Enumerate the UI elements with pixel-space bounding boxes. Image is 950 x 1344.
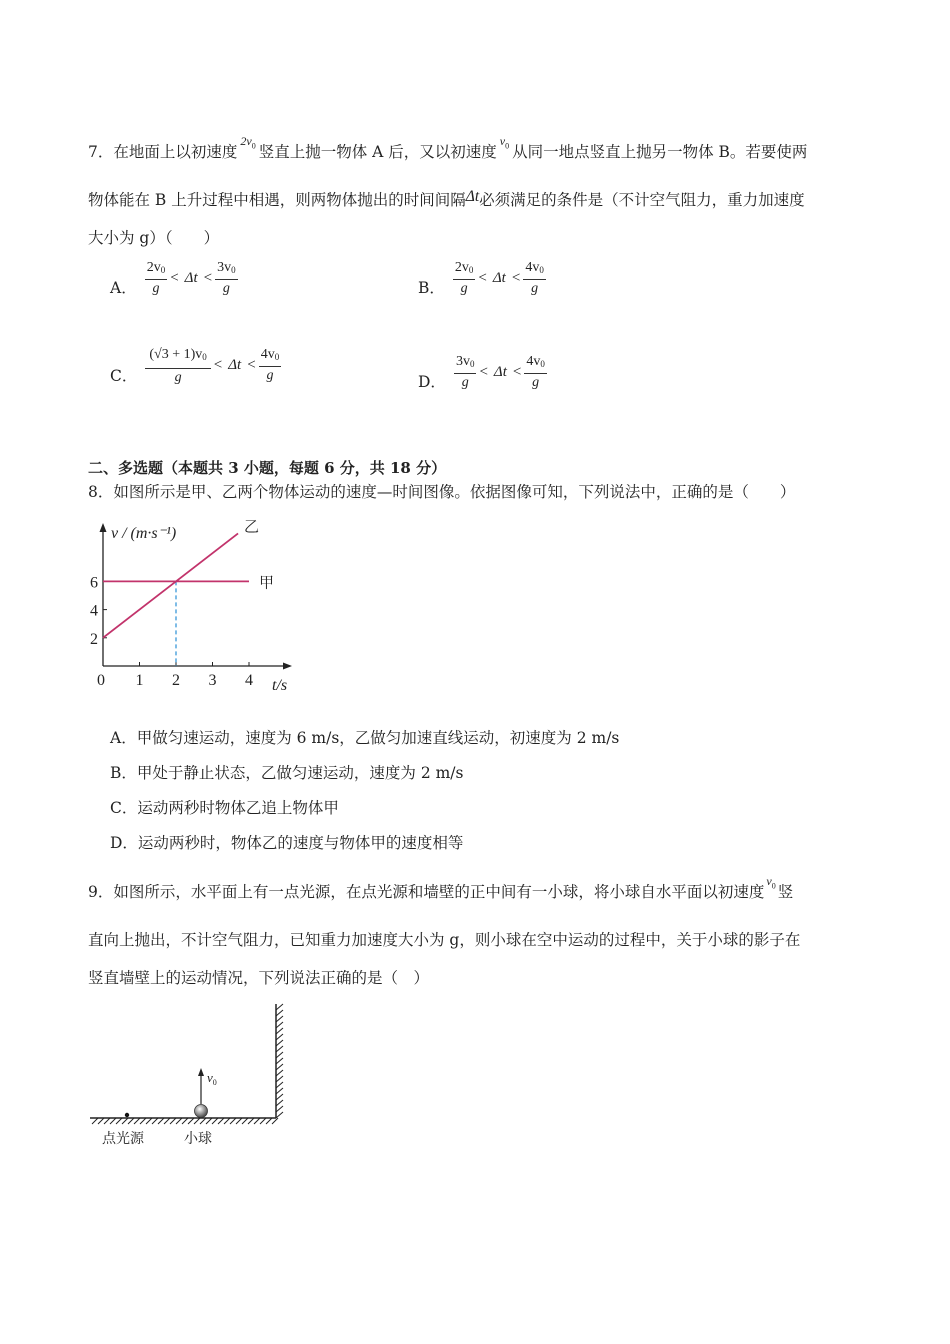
y-axis-arrow — [100, 523, 107, 532]
q7-line2 — [88, 190, 805, 211]
q7-option-a: A． $\frac{2v_0}{g}$ < Δt < $\frac{3v_0}{g}$ — [110, 259, 236, 297]
q9-figure — [88, 1000, 298, 1150]
light-source-dot — [125, 1113, 129, 1117]
x-tick-label: 3 — [208, 672, 217, 689]
q7-text-part2: 竖直上抛一物体 A 后，又以初速度 — [258, 143, 497, 161]
q8-option-b: B．甲处于静止状态，乙做匀速运动，速度为 2 m/s — [110, 764, 464, 782]
x-tick-label: 1 — [135, 672, 144, 689]
x-axis-label: t/s — [272, 677, 288, 694]
q8-option-a: A．甲做匀速运动，速度为 6 m/s，乙做匀加速直线运动，初速度为 2 m/s — [110, 729, 620, 747]
y-tick-label: 2 — [90, 630, 98, 648]
q7-option-b: B． $\frac{2v_0}{g}$ < Δt < $\frac{4v_0}{g}$ — [418, 259, 544, 297]
series-label: 甲 — [259, 573, 275, 592]
q8-stem: 8．如图所示是甲、乙两个物体运动的速度—时间图像。依据图像可知，下列说法中，正确的是（ ） — [88, 483, 796, 501]
q7-v0-symbol: v0 — [499, 134, 510, 151]
q8-option-c: C．运动两秒时物体乙追上物体甲 — [110, 799, 339, 817]
ball-label: 小球 — [184, 1131, 212, 1147]
q9-line1 — [88, 874, 794, 908]
vt-chart — [82, 510, 312, 695]
section-heading: 二、多选题（本题共 3 小题，每题 6 分，共 18 分） — [88, 459, 447, 477]
x-axis-arrow — [283, 663, 292, 670]
q7-line3: 大小为 g）（ ） — [88, 229, 220, 247]
y-axis-label: v / (m·s⁻¹) — [111, 525, 177, 542]
q7-text-part1: 7．在地面上以初速度 — [88, 143, 238, 161]
q7-text-line2a: 物体能在 B 上升过程中相遇，则两物体抛出的时间间隔 — [88, 191, 466, 209]
light-source-label: 点光源 — [102, 1131, 144, 1147]
ball — [195, 1105, 208, 1118]
q7-delta-t: Δt — [465, 188, 480, 205]
x-tick-label: 0 — [97, 672, 105, 689]
series-line-yi — [103, 533, 238, 637]
q9-text-line1b: 竖 — [777, 883, 794, 901]
q9-line2: 直向上抛出，不计空气阻力，已知重力加速度大小为 g，则小球在空中运动的过程中，关于小球的影子在 — [88, 931, 801, 949]
q7-option-d: D． $\frac{3v_0}{g}$ < Δt < $\frac{4v_0}{g}$ — [418, 353, 545, 391]
q8-option-d: D．运动两秒时，物体乙的速度与物体甲的速度相等 — [110, 834, 464, 852]
series-label: 乙 — [244, 517, 260, 536]
q7-text-line2b: 必须满足的条件是（不计空气阻力，重力加速度 — [479, 191, 805, 209]
velocity-arrow — [198, 1068, 204, 1104]
q9-text-line1a: 9．如图所示，水平面上有一点光源，在点光源和墙壁的正中间有一小球，将小球自水平面以初速度 — [88, 883, 765, 901]
y-tick-label: 6 — [90, 574, 98, 592]
wall — [276, 1004, 283, 1118]
x-tick-label: 4 — [245, 672, 253, 689]
q7-2v0-symbol: 2v0 — [240, 134, 256, 151]
x-tick-label: 2 — [172, 672, 180, 689]
q9-v0-symbol: v0 — [766, 874, 776, 891]
y-tick-label: 4 — [90, 602, 98, 620]
q9-line3: 竖直墙壁上的运动情况，下列说法正确的是（ ） — [88, 969, 430, 987]
q7-line1 — [88, 134, 808, 168]
ground-line — [90, 1118, 278, 1124]
q7-text-part3: 从同一地点竖直上抛另一物体 B。若要使两 — [512, 143, 808, 161]
q7-option-c: C． $\frac{(√3 + 1)v_0}{g}$ < Δt < $\frac{4v_0}{g}$ — [110, 344, 281, 387]
velocity-label: $v_0$ — [207, 1070, 217, 1087]
